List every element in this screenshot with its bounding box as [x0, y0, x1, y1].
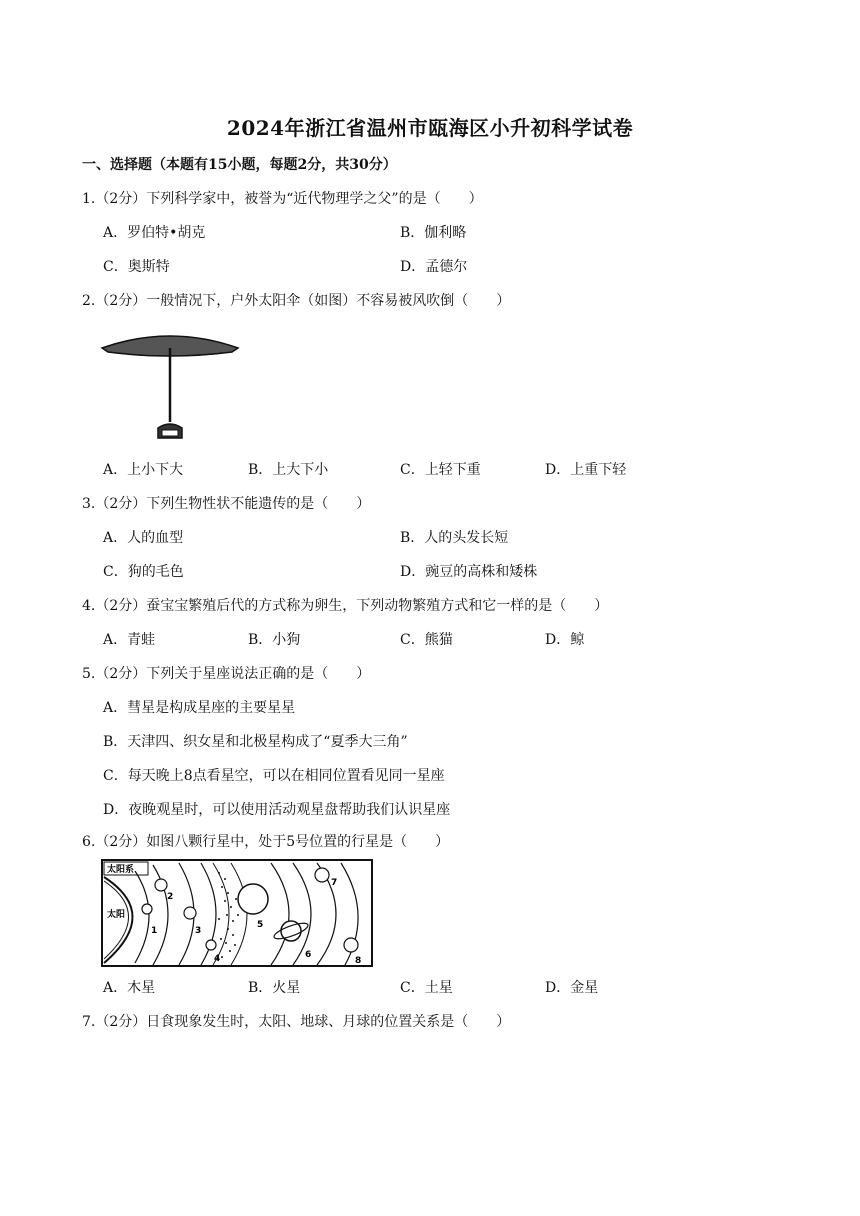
question-7-stem: 7.（2分）日食现象发生时，太阳、地球、月球的位置关系是（ ）	[82, 1014, 511, 1030]
planet-number-6: 6	[305, 950, 312, 960]
question-2-option-d[interactable]: D．上重下轻	[545, 462, 627, 478]
planet-number-3: 3	[195, 926, 202, 936]
question-4-stem: 4.（2分）蚕宝宝繁殖后代的方式称为卵生，下列动物繁殖方式和它一样的是（ ）	[82, 598, 609, 614]
question-1-option-d[interactable]: D．孟德尔	[400, 259, 468, 275]
question-2-stem: 2.（2分）一般情况下，户外太阳伞（如图）不容易被风吹倒（ ）	[82, 293, 511, 309]
question-1-stem: 1.（2分）下列科学家中，被誉为“近代物理学之父”的是（ ）	[82, 191, 483, 207]
question-1-option-b[interactable]: B．伽利略	[400, 225, 467, 241]
umbrella-figure	[100, 326, 242, 444]
question-6-option-d[interactable]: D．金星	[545, 980, 599, 996]
question-4-option-c[interactable]: C．熊猫	[400, 632, 453, 648]
question-6-option-a[interactable]: A．木星	[103, 980, 156, 996]
question-5-option-a[interactable]: A．彗星是构成星座的主要星星	[103, 700, 296, 716]
solar-system-figure	[101, 859, 373, 969]
question-1-option-a[interactable]: A．罗伯特•胡克	[103, 225, 206, 241]
question-3-option-c[interactable]: C．狗的毛色	[103, 564, 184, 580]
question-5-stem: 5.（2分）下列关于星座说法正确的是（ ）	[82, 666, 371, 682]
section-heading: 一、选择题（本题有15小题，每题2分，共30分）	[82, 157, 397, 173]
question-2-option-b[interactable]: B．上大下小	[248, 462, 329, 478]
question-6-stem: 6.（2分）如图八颗行星中，处于5号位置的行星是（ ）	[82, 834, 450, 850]
question-4-option-b[interactable]: B．小狗	[248, 632, 301, 648]
question-1-option-c[interactable]: C．奥斯特	[103, 259, 170, 275]
question-3-stem: 3.（2分）下列生物性状不能遗传的是（ ）	[82, 496, 371, 512]
sun-box-label: 太阳系	[107, 865, 135, 875]
question-4-option-a[interactable]: A．青蛙	[103, 632, 156, 648]
question-4-option-d[interactable]: D．鲸	[545, 632, 585, 648]
planet-number-2: 2	[167, 892, 174, 902]
sun-label: 太阳	[107, 910, 126, 920]
planet-number-4: 4	[214, 954, 221, 964]
page-title: 2024年浙江省温州市瓯海区小升初科学试卷	[226, 116, 634, 140]
planet-number-7: 7	[331, 878, 338, 888]
planet-number-5: 5	[257, 920, 264, 930]
planet-number-1: 1	[151, 926, 158, 936]
question-2-option-c[interactable]: C．上轻下重	[400, 462, 481, 478]
question-2-option-a[interactable]: A．上小下大	[103, 462, 184, 478]
question-5-option-b[interactable]: B．天津四、织女星和北极星构成了“夏季大三角”	[103, 734, 408, 750]
question-5-option-c[interactable]: C．每天晚上8点看星空，可以在相同位置看见同一星座	[103, 768, 445, 784]
question-3-option-b[interactable]: B．人的头发长短	[400, 530, 509, 546]
planet-number-8: 8	[355, 956, 362, 966]
question-6-option-b[interactable]: B．火星	[248, 980, 301, 996]
question-6-option-c[interactable]: C．土星	[400, 980, 453, 996]
question-5-option-d[interactable]: D．夜晚观星时，可以使用活动观星盘帮助我们认识星座	[103, 802, 451, 818]
question-3-option-d[interactable]: D．豌豆的高株和矮株	[400, 564, 538, 580]
question-3-option-a[interactable]: A．人的血型	[103, 530, 184, 546]
